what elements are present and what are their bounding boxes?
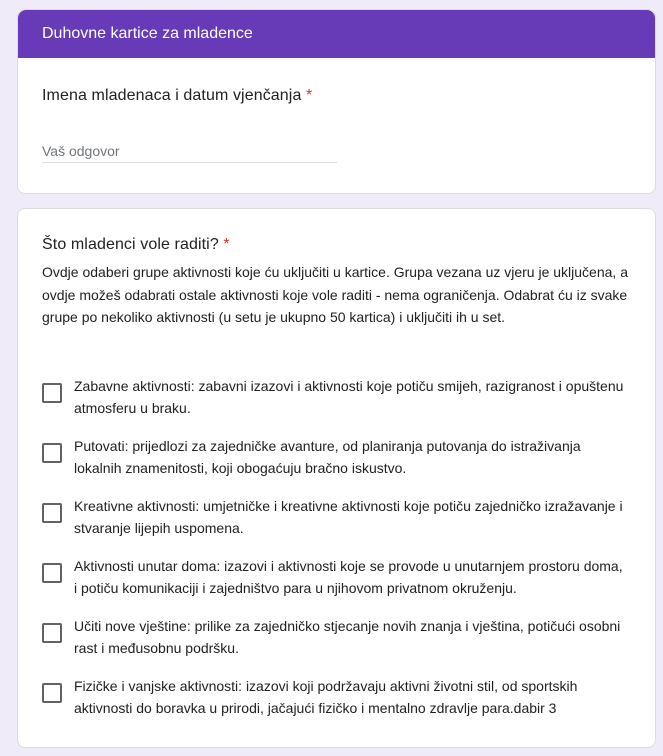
checkbox-label[interactable]: Aktivnosti unutar doma: izazovi i aktivnosti koje se provode u unutarnjem prostoru doma, i potiču komunikaciji i zajedništvo para u njihovom privatnom okruženju. [74, 558, 623, 596]
answer-input[interactable] [42, 140, 337, 163]
required-asterisk: * [306, 87, 313, 104]
checkbox-label[interactable]: Kreativne aktivnosti: umjetničke i kreativne aktivnosti koje potiču zajedničko izražavanje i stvaranje lijepih uspomena. [74, 498, 623, 536]
required-asterisk: * [223, 236, 230, 253]
question-title-text: Imena mladenaca i datum vjenčanja [42, 87, 302, 104]
form-header-card [17, 9, 656, 194]
checkbox[interactable] [42, 383, 62, 403]
question-description: Ovdje odaberi grupe aktivnosti koje ću uključiti u kartice. Grupa vezana uz vjeru je uključena, a ovdje možeš odabrati ostale aktivnosti koje vole raditi - nema ograničenja. Odabrat ću iz svake grupe po nekoliko aktivnosti (u setu je ukupno 50 kartica) i uključiti ih u set. [42, 264, 628, 325]
question-title-names-date [42, 87, 312, 105]
question-title-activities [42, 236, 230, 254]
form-title: Duhovne kartice za mladence [18, 10, 655, 58]
checkbox-label[interactable]: Putovati: prijedlozi za zajedničke avanture, od planiranja putovanja do istraživanja lokalnih znamenitosti, koji obogaćuju bračno iskustvo. [74, 438, 581, 476]
checkbox[interactable] [42, 683, 62, 703]
checkbox[interactable] [42, 623, 62, 643]
checkbox[interactable] [42, 563, 62, 583]
question-title-text: Što mladenci vole raditi? [42, 236, 219, 253]
question-card-activities [17, 208, 656, 748]
checkbox-label[interactable]: Zabavne aktivnosti: zabavni izazovi i aktivnosti koje potiču smijeh, razigranost i opuštenu atmosferu u braku. [74, 378, 624, 416]
checkbox-label[interactable]: Fizičke i vanjske aktivnosti: izazovi koji podržavaju aktivni životni stil, od sportskih aktivnosti do boravka u prirodi, jačajući fizičko i mentalno zdravlje para.dabir 3 [74, 678, 578, 716]
checkbox-label[interactable]: Učiti nove vještine: prilike za zajedničko stjecanje novih znanja i vještina, potičući osobni rast i međusobnu podršku. [74, 618, 621, 656]
checkbox[interactable] [42, 503, 62, 523]
checkbox[interactable] [42, 443, 62, 463]
